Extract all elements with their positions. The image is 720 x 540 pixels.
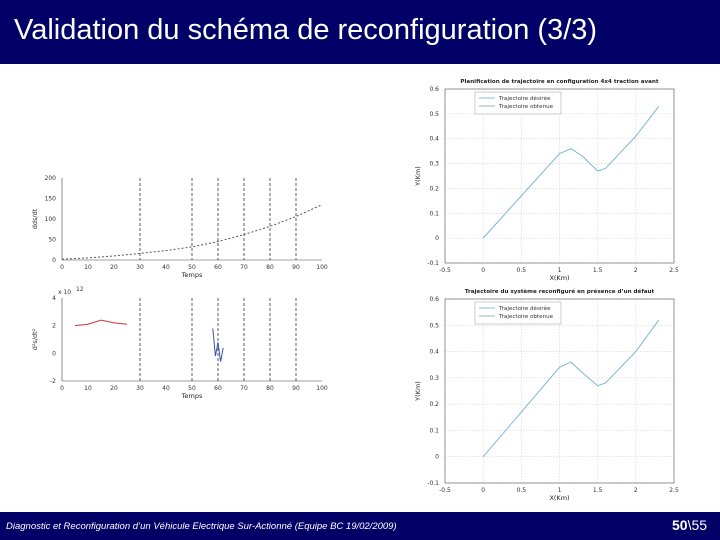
page-current: 50	[672, 517, 688, 533]
plot-bottom-right	[445, 299, 674, 483]
x-tick-label: 90	[292, 385, 300, 392]
x-tick-label: 0	[60, 264, 64, 271]
x-tick-label: 100	[316, 264, 328, 271]
y-tick-label: 150	[44, 195, 56, 203]
x-tick-label: 0	[60, 385, 64, 392]
x-tick-label: 60	[214, 264, 222, 271]
plot-top-right	[445, 89, 674, 263]
x-axis-label: X(Km)	[549, 494, 570, 502]
plot-title: Planification de trajectoire en configuration 4x4 traction avant	[460, 79, 659, 85]
legend-entry: Trajectoire obtenue	[499, 104, 554, 110]
y-tick-label: -2	[50, 378, 56, 385]
y-tick-label: 0.4	[429, 135, 439, 143]
exponent-power: 12	[76, 286, 84, 293]
x-tick-label: 30	[136, 385, 144, 392]
y-tick-label: 0.3	[429, 374, 439, 382]
slide-title: Validation du schéma de reconfiguration (3/3)	[14, 14, 598, 46]
x-tick-label: 0	[481, 487, 486, 494]
x-tick-label: 2.5	[669, 267, 679, 274]
x-tick-label: 1.5	[592, 487, 603, 494]
x-tick-label: 2	[633, 487, 638, 494]
y-tick-label: 0	[52, 350, 56, 358]
x-axis-label: Temps	[181, 392, 203, 400]
x-tick-label: 1	[557, 487, 562, 494]
plot-bottom-left	[62, 298, 322, 381]
x-tick-label: 1	[557, 267, 562, 274]
x-tick-label: 20	[110, 385, 118, 392]
x-tick-label: 40	[162, 264, 170, 271]
x-tick-label: 30	[136, 264, 144, 271]
x-tick-label: 2	[633, 267, 638, 274]
page-number	[672, 517, 707, 533]
legend-entry: Trajectoire obtenue	[499, 314, 554, 320]
x-tick-label: 90	[292, 264, 300, 271]
x-tick-label: 60	[214, 385, 222, 392]
y-tick-label: 2	[52, 322, 56, 330]
y-tick-label: 0.1	[429, 210, 439, 218]
series-line	[483, 106, 659, 238]
x-tick-label: 80	[266, 264, 274, 271]
x-tick-label: 50	[188, 264, 196, 271]
x-tick-label: 10	[84, 264, 92, 271]
y-tick-label: 0.5	[429, 322, 439, 330]
y-tick-label: -0.1	[427, 260, 439, 267]
x-tick-label: 100	[316, 385, 328, 392]
x-tick-label: 70	[240, 264, 248, 271]
x-tick-label: 1.5	[592, 267, 603, 274]
y-tick-label: 0.6	[429, 296, 439, 303]
y-axis-label: dds/dt	[31, 208, 39, 230]
page-separator: \	[687, 517, 692, 533]
x-tick-label: 70	[240, 385, 248, 392]
y-tick-label: 0	[52, 257, 56, 264]
exponent-label: x 10	[58, 289, 72, 296]
footer-text: Diagnostic et Reconfiguration d’un Véhicule Electrique Sur-Actionné (Equipe BC 19/02/2009)	[6, 521, 397, 532]
x-tick-label: 0.5	[516, 487, 527, 494]
y-axis-label: Y(Km)	[414, 381, 422, 401]
y-tick-label: 100	[44, 216, 56, 223]
y-axis-label: d²s/dt²	[31, 328, 39, 351]
y-tick-label: 0.4	[429, 348, 439, 356]
y-tick-label: 0.2	[429, 401, 439, 409]
footer-bar	[0, 512, 720, 540]
series-line	[483, 320, 659, 457]
x-tick-label: -0.5	[439, 487, 451, 494]
y-tick-label: 4	[52, 295, 56, 302]
y-tick-label: 0.1	[429, 427, 439, 435]
y-tick-label: 0.6	[429, 86, 439, 93]
x-tick-label: 80	[266, 385, 274, 392]
y-tick-label: 0.5	[429, 110, 439, 118]
plot-title: Trajectoire du système reconfiguré en présence d’un défaut	[464, 289, 655, 295]
x-tick-label: 0	[481, 267, 486, 274]
x-axis-label: Temps	[181, 271, 203, 279]
y-tick-label: 50	[48, 236, 56, 244]
y-tick-label: -0.1	[427, 480, 439, 487]
y-tick-label: 0	[435, 235, 439, 243]
legend-entry: Trajectoire désirée	[499, 96, 551, 102]
x-tick-label: 0.5	[516, 267, 527, 274]
y-tick-label: 200	[44, 175, 56, 182]
y-tick-label: 0.3	[429, 160, 439, 168]
x-tick-label: 20	[110, 264, 118, 271]
series-line	[75, 320, 127, 326]
y-tick-label: 0	[435, 453, 439, 461]
page-total: 55	[691, 517, 708, 533]
x-tick-label: 10	[84, 385, 92, 392]
x-tick-label: -0.5	[439, 267, 451, 274]
x-tick-label: 50	[188, 385, 196, 392]
x-axis-label: X(Km)	[549, 274, 570, 282]
legend-entry: Trajectoire désirée	[499, 306, 551, 312]
x-tick-label: 2.5	[669, 487, 679, 494]
y-axis-label: Y(Km)	[414, 166, 422, 186]
series-line	[62, 205, 322, 260]
x-tick-label: 40	[162, 385, 170, 392]
plot-top-left	[62, 178, 322, 260]
y-tick-label: 0.2	[429, 185, 439, 193]
